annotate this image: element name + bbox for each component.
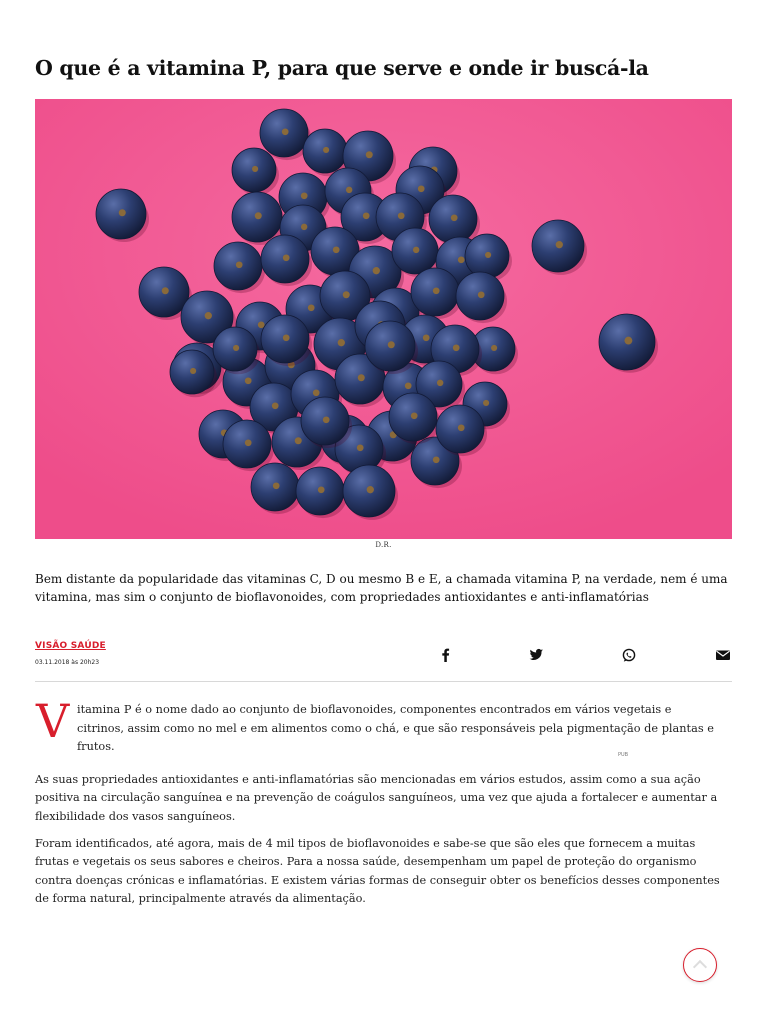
berry-crown (323, 416, 330, 423)
berry-crown (273, 482, 280, 489)
chevron-up-icon (693, 960, 707, 974)
berry-crown (308, 304, 315, 311)
hero-image-blueberries (35, 99, 732, 539)
berry-crown (333, 246, 340, 253)
blueberries-illustration (35, 99, 732, 539)
share-twitter-button[interactable] (527, 647, 545, 663)
article-paragraph: As suas propriedades antioxidantes e anti-inflamatórias são mencionadas em vários estudos, assim como a sua ação positiva na circulação sanguínea e na prevenção de coágulos sanguíneos, uma vez que ajuda a fortalecer e aumentar a flexibilidade dos vasos sanguíneos. (35, 773, 718, 823)
berry-crown (245, 377, 252, 384)
berry-crown (283, 334, 290, 341)
article-paragraph: Foram identificados, até agora, mais de 4 mil tipos de bioflavonoides e sabe-se que são eles que fornecem a muitas frutas e vegetais os seus sabores e cheiros. Para a nossa saúde, desempenham um papel de proteção do organismo contra doenças crónicas e inflamatórias. E existem várias formas de conseguir obter os benefícios desses componentes de forma natural, principalmente através da alimentação. (35, 837, 720, 905)
berry-crown (119, 209, 126, 216)
berry-crown (485, 252, 491, 258)
twitter-icon (527, 647, 545, 663)
whatsapp-icon (620, 647, 638, 663)
back-to-top-button[interactable] (683, 948, 717, 982)
berry-crown (363, 212, 370, 219)
berry-crown (358, 374, 365, 381)
berry-crown (437, 380, 443, 386)
berry-crown (245, 439, 252, 446)
berry-crown (413, 247, 419, 253)
berry-crown (283, 254, 290, 261)
article-paragraph: itamina P é o nome dado ao conjunto de bioflavonoides, componentes encontrados em vários vegetais e citrinos, assim como no mel e em alimentos como o chá, e que são responsáveis pela pigmentação de plantas e frutos. (77, 703, 714, 753)
berry-crown (343, 291, 350, 298)
berry-crown (318, 486, 325, 493)
facebook-icon (437, 647, 455, 663)
berry-crown (624, 337, 632, 345)
berry-crown (458, 256, 465, 263)
article-title: O que é a vitamina P, para que serve e onde ir buscá-la (35, 56, 649, 80)
berry-crown (258, 321, 265, 328)
berry-crown (373, 267, 380, 274)
berry-crown (411, 412, 418, 419)
berry-crown (458, 424, 465, 431)
berry-crown (162, 287, 169, 294)
article-lead: Bem distante da popularidade das vitaminas C, D ou mesmo B e E, a chamada vitamina P, na verdade, nem é uma vitamina, mas sim o conjunto de bioflavonoides, com propriedades antioxidantes e anti-inflamatórias (35, 572, 728, 604)
berry-crown (398, 212, 405, 219)
berry-crown (282, 128, 289, 135)
email-icon (714, 647, 732, 663)
berry-crown (405, 382, 412, 389)
berry-crown (190, 368, 196, 374)
divider (35, 681, 732, 682)
berry-crown (252, 166, 258, 172)
share-facebook-button[interactable] (437, 647, 455, 663)
berry-crown (338, 339, 345, 346)
berry-crown (313, 389, 320, 396)
berry-crown (295, 437, 302, 444)
berry-crown (453, 344, 460, 351)
berry-crown (367, 486, 374, 493)
berry-crown (357, 444, 364, 451)
berry-crown (418, 185, 425, 192)
berry-crown (433, 456, 440, 463)
berry-crown (556, 241, 563, 248)
berry-crown (423, 334, 430, 341)
berry-crown (323, 147, 329, 153)
berry-crown (233, 345, 239, 351)
berry-crown (236, 261, 243, 268)
berry-crown (451, 214, 458, 221)
berry-crown (205, 312, 212, 319)
publish-date: 03.11.2018 às 20h23 (35, 659, 100, 666)
berry-crown (346, 187, 352, 193)
berry-crown (255, 212, 262, 219)
author-link[interactable]: VISÃO SAÚDE (35, 641, 106, 651)
share-email-button[interactable] (714, 647, 732, 663)
berry-crown (433, 287, 440, 294)
ad-label: PUB (618, 752, 629, 758)
share-whatsapp-button[interactable] (620, 647, 638, 663)
berry-crown (366, 151, 373, 158)
berry-crown (388, 341, 395, 348)
berry-crown (483, 400, 489, 406)
berry-crown (301, 224, 307, 230)
berry-crown (491, 345, 497, 351)
berry-crown (478, 291, 485, 298)
drop-cap: V (36, 694, 70, 748)
berry-crown (272, 402, 279, 409)
image-credit: D.R. (375, 541, 392, 549)
berry-crown (301, 192, 308, 199)
